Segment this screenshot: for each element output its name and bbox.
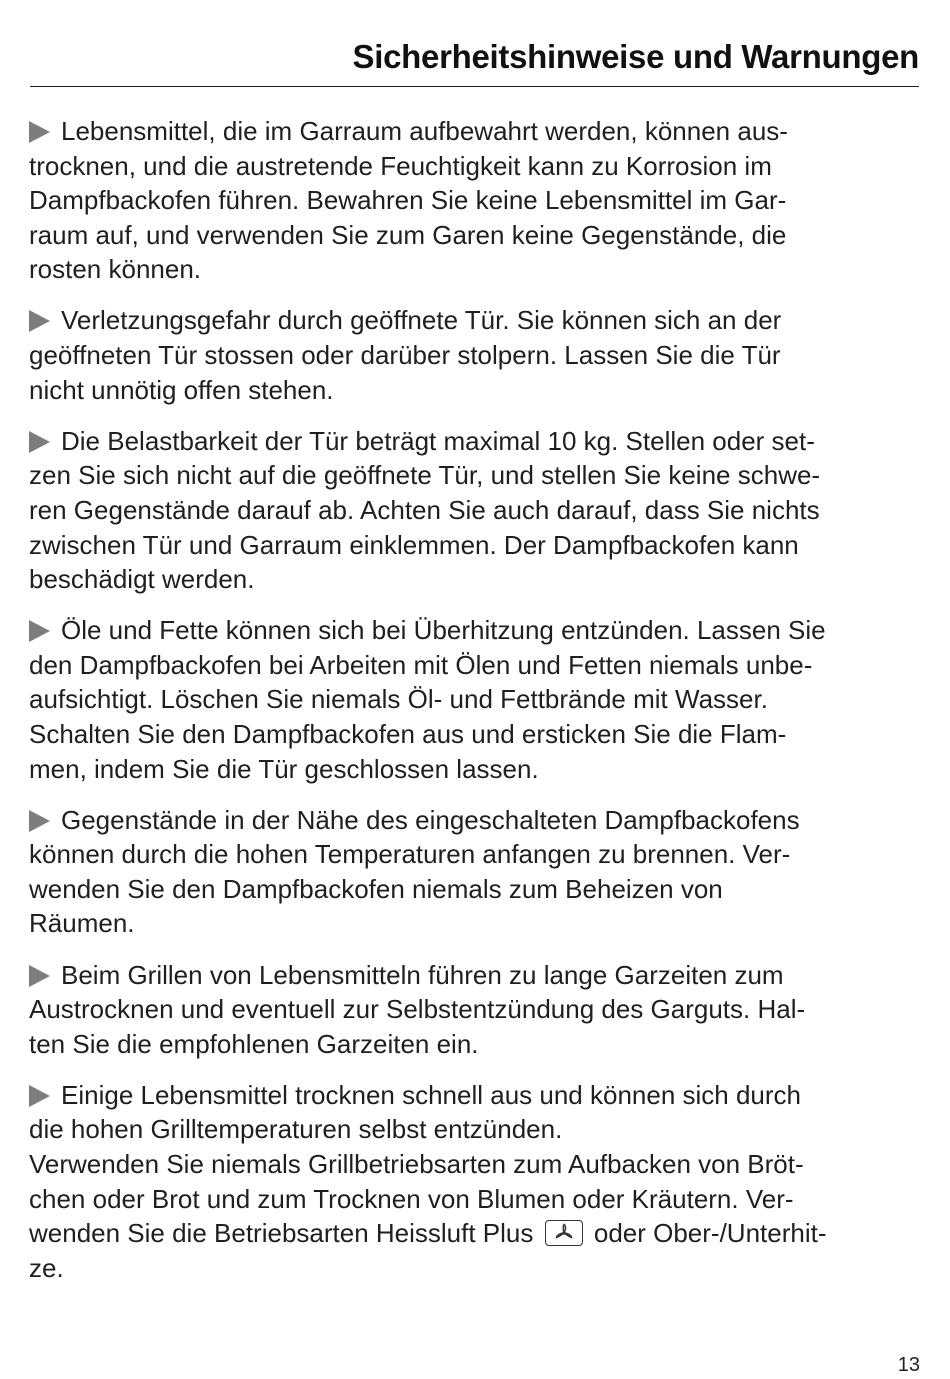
note-line: Verletzungsgefahr durch geöffnete Tür. Sie können sich an der (61, 305, 782, 336)
note-line: Die Belastbarkeit der Tür beträgt maximal 10 kg. Stellen oder set- (61, 425, 815, 456)
safety-note (29, 803, 921, 941)
note-line: trocknen, und die austretende Feuchtigkeit kann zu Korrosion im (29, 150, 772, 181)
note-line: ze. (29, 1252, 64, 1283)
note-line: Dampfbackofen führen. Bewahren Sie keine Lebensmittel im Gar- (29, 185, 787, 216)
note-line: wenden Sie den Dampfbackofen niemals zum Beheizen von (29, 873, 723, 904)
note-line: chen oder Brot und zum Trocknen von Blumen oder Kräutern. Ver- (29, 1183, 794, 1214)
page-header (30, 38, 919, 87)
note-line: den Dampfbackofen bei Arbeiten mit Ölen und Fetten niemals unbe- (29, 649, 813, 680)
note-line: beschädigt werden. (29, 564, 255, 595)
page-number: 13 (897, 1354, 920, 1376)
triangle-bullet-icon (29, 620, 50, 642)
safety-notes-content (29, 114, 921, 1302)
safety-note (29, 114, 921, 287)
note-line: ten Sie die empfohlenen Garzeiten ein. (29, 1028, 479, 1059)
note-line: zwischen Tür und Garraum einklemmen. Der Dampfbackofen kann (29, 529, 799, 560)
note-line (29, 1216, 921, 1251)
triangle-bullet-icon (29, 431, 50, 453)
note-text: oder Ober-/Unterhit- (593, 1218, 827, 1249)
note-line: geöffneten Tür stossen oder darüber stolpern. Lassen Sie die Tür (29, 340, 781, 371)
note-line: men, indem Sie die Tür geschlossen lassen. (29, 753, 539, 784)
note-line: Einige Lebensmittel trocknen schnell aus und können sich durch (61, 1079, 802, 1110)
note-line: Lebensmittel, die im Garraum aufbewahrt werden, können aus- (61, 116, 788, 146)
note-line: ren Gegenstände darauf ab. Achten Sie auch darauf, dass Sie nichts (29, 494, 820, 525)
note-line: Austrocknen und eventuell zur Selbstentzündung des Garguts. Hal- (29, 994, 806, 1025)
note-text: wenden Sie die Betriebsarten Heissluft Plus (29, 1218, 534, 1249)
safety-note (29, 1078, 921, 1286)
triangle-bullet-icon (29, 810, 50, 832)
note-line: aufsichtigt. Löschen Sie niemals Öl- und Fettbrände mit Wasser. (29, 684, 768, 715)
note-line: rosten können. (29, 254, 202, 285)
triangle-bullet-icon (29, 310, 50, 332)
note-line: nicht unnötig offen stehen. (29, 374, 334, 405)
note-line: raum auf, und verwenden Sie zum Garen keine Gegenstände, die (29, 219, 787, 250)
safety-note (29, 958, 921, 1062)
note-line: Räumen. (29, 908, 135, 939)
note-line: Öle und Fette können sich bei Überhitzung entzünden. Lassen Sie (61, 615, 826, 646)
note-line: die hohen Grilltemperaturen selbst entzünden. (29, 1114, 563, 1145)
fan-heissluft-plus-icon (545, 1220, 583, 1246)
safety-note (29, 424, 921, 597)
note-line: Gegenstände in der Nähe des eingeschalteten Dampfbackofens (61, 804, 800, 835)
note-line: zen Sie sich nicht auf die geöffnete Tür, und stellen Sie keine schwe- (29, 460, 821, 491)
triangle-bullet-icon (29, 1085, 50, 1107)
triangle-bullet-icon (29, 965, 50, 987)
safety-note (29, 303, 921, 407)
note-line: Verwenden Sie niemals Grillbetriebsarten zum Aufbacken von Bröt- (29, 1149, 804, 1180)
triangle-bullet-icon (29, 121, 50, 143)
note-line: können durch die hohen Temperaturen anfangen zu brennen. Ver- (29, 839, 791, 870)
page-title: Sicherheitshinweise und Warnungen (352, 38, 919, 75)
note-line: Beim Grillen von Lebensmitteln führen zu lange Garzeiten zum (61, 959, 784, 990)
safety-note (29, 613, 921, 786)
note-line: Schalten Sie den Dampfbackofen aus und ersticken Sie die Flam- (29, 719, 787, 749)
